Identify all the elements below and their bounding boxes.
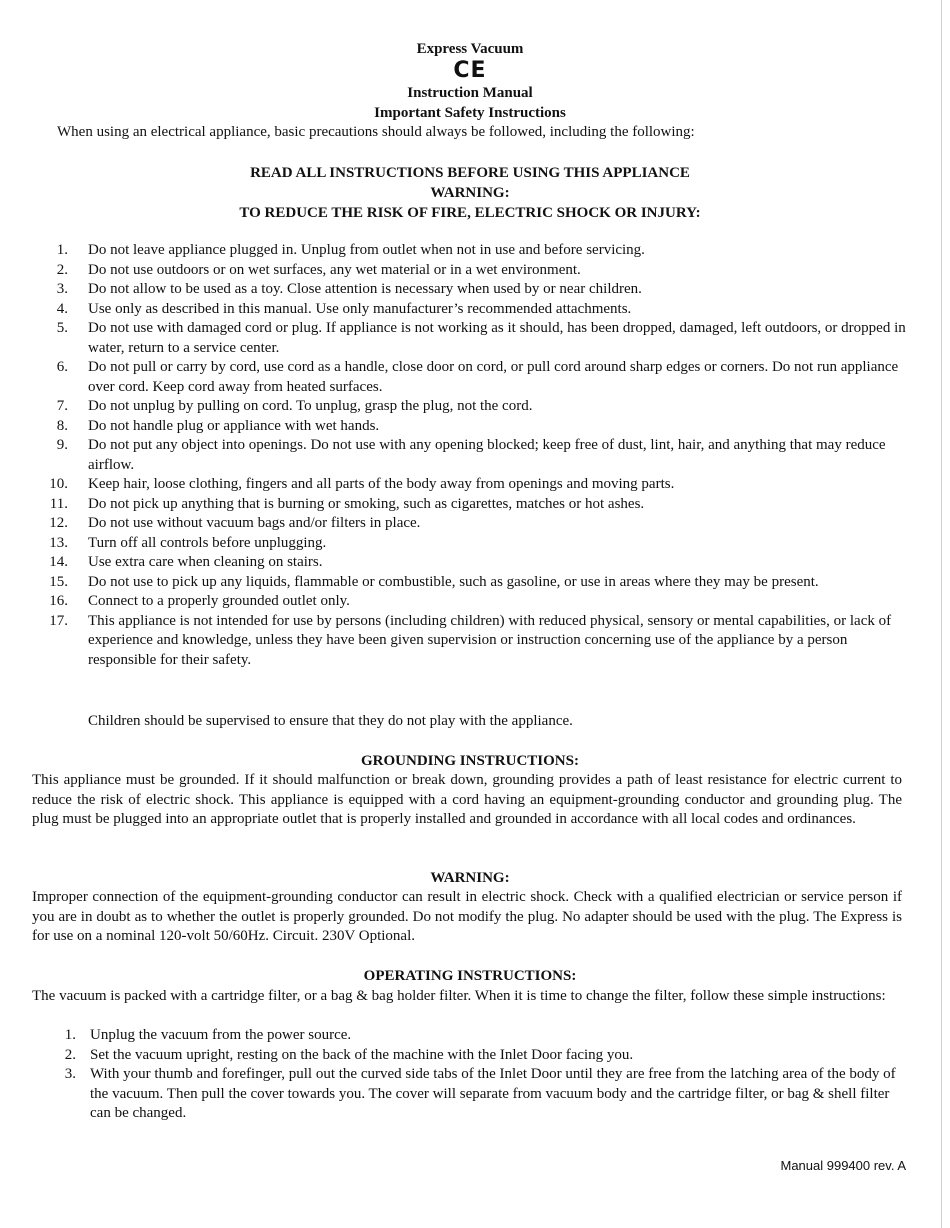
- page-edge-line: [941, 0, 942, 1228]
- list-item-text: Use only as described in this manual. Use only manufacturer’s recommended attachments.: [88, 300, 632, 317]
- list-item-number: 9.: [56, 437, 68, 453]
- list-item-text: With your thumb and forefinger, pull out the curved side tabs of the Inlet Door until they are free from the latching area of the body of the vacuum. Then pull the cover towards you. The cover will separate from vacuum body and the cartridge filter, or bag & shell filter can be changed.: [90, 1066, 896, 1121]
- list-item-text: Unplug the vacuum from the power source.: [90, 1027, 352, 1043]
- safety-list-item: [30, 358, 910, 397]
- list-item-text: This appliance is not intended for use by persons (including children) with reduced physical, sensory or mental capabilities, or lack of experience and knowledge, unless they have been given supervision or instruction concerning use of the appliance by a person responsible for their safety.: [88, 612, 892, 668]
- safety-list: [30, 241, 910, 670]
- list-item-number: 4.: [56, 300, 68, 317]
- document-subtitle: Instruction Manual: [407, 85, 533, 101]
- safety-list-item: [30, 514, 910, 534]
- intro-text: When using an electrical appliance, basic precautions should always be followed, including the following:: [57, 124, 695, 140]
- operating-step-item: [30, 1065, 905, 1124]
- operating-text: The vacuum is packed with a cartridge filter, or a bag & bag holder filter. When it is time to change the filter, follow these simple instructions:: [32, 988, 886, 1004]
- list-item-number: 11.: [49, 495, 68, 512]
- list-item-text: Do not leave appliance plugged in. Unplug from outlet when not in use and before servicing.: [88, 242, 645, 258]
- list-item-number: 17.: [49, 612, 68, 629]
- list-item-number: 13.: [49, 534, 68, 551]
- list-item-number: 5.: [56, 320, 68, 336]
- list-item-text: Do not put any object into openings. Do not use with any opening blocked; keep free of dust, lint, hair, and anything that may reduce airflow.: [88, 437, 886, 473]
- safety-list-item: [30, 319, 910, 358]
- list-item-text: Do not use without vacuum bags and/or filters in place.: [88, 515, 421, 531]
- operating-step-item: [30, 1026, 905, 1046]
- safety-list-item: [30, 261, 910, 281]
- safety-list-item: [30, 612, 910, 671]
- safety-list-item: [30, 553, 910, 573]
- operating-steps-list: [30, 1026, 905, 1124]
- safety-list-item: [30, 573, 910, 593]
- list-item-number: 1.: [56, 242, 68, 258]
- list-item-number: 2.: [64, 1046, 76, 1063]
- footer-manual-number: Manual 999400 rev. A: [780, 1158, 906, 1173]
- list-item-text: Keep hair, loose clothing, fingers and all parts of the body away from openings and moving parts.: [88, 476, 675, 492]
- warning2-heading: WARNING:: [430, 870, 510, 886]
- list-item-number: 3.: [64, 1066, 76, 1082]
- list-item-number: 2.: [56, 261, 68, 278]
- list-item-number: 8.: [56, 417, 68, 434]
- warning2-text: Improper connection of the equipment-grounding conductor can result in electric shock. Check with a qualified electrician or service person if you are in doubt as to whether the outlet is properly grounded. Do not modify the plug. No adapter should be used with the plug. The Express is for use on a nominal 120-volt 50/60Hz. Circuit. 230V Optional.: [32, 889, 902, 944]
- document-title: Express Vacuum: [416, 41, 524, 57]
- grounding-text: This appliance must be grounded. If it should malfunction or break down, grounding provides a path of least resistance for electric current to reduce the risk of electric shock. This appliance is equipped with a cord having an equipment-grounding conductor and grounding plug. The plug must be plugged into an appropriate outlet that is properly installed and grounded in accordance with all local codes and ordinances.: [32, 772, 902, 827]
- list-item-text: Do not unplug by pulling on cord. To unplug, grasp the plug, not the cord.: [88, 398, 533, 414]
- safety-list-item: [30, 436, 910, 475]
- list-item-number: 10.: [49, 476, 68, 492]
- list-item-text: Set the vacuum upright, resting on the back of the machine with the Inlet Door facing you.: [90, 1046, 634, 1063]
- safety-list-item: [30, 475, 910, 495]
- grounding-heading: GROUNDING INSTRUCTIONS:: [361, 753, 579, 769]
- list-item-number: 6.: [56, 359, 68, 375]
- safety-list-item: [30, 241, 910, 261]
- list-item-text: Do not allow to be used as a toy. Close attention is necessary when used by or near children.: [88, 281, 642, 297]
- children-note: Children should be supervised to ensure that they do not play with the appliance.: [88, 713, 573, 729]
- safety-list-item: [30, 495, 910, 515]
- list-item-number: 7.: [56, 398, 68, 414]
- safety-list-item: [30, 300, 910, 320]
- read-instructions-heading: READ ALL INSTRUCTIONS BEFORE USING THIS APPLIANCE: [250, 165, 690, 181]
- list-item-number: 15.: [49, 573, 68, 590]
- list-item-text: Turn off all controls before unplugging.: [88, 534, 327, 551]
- list-item-number: 14.: [49, 554, 68, 570]
- list-item-text: Do not handle plug or appliance with wet hands.: [88, 417, 380, 434]
- safety-list-item: [30, 417, 910, 437]
- list-item-text: Do not use outdoors or on wet surfaces, any wet material or in a wet environment.: [88, 261, 581, 278]
- warning-heading: WARNING:: [430, 185, 510, 201]
- safety-list-item: [30, 592, 910, 612]
- operating-step-item: [30, 1046, 905, 1066]
- safety-instructions-heading: Important Safety Instructions: [374, 105, 566, 121]
- list-item-text: Do not pull or carry by cord, use cord as a handle, close door on cord, or pull cord around sharp edges or corners. Do not run appliance over cord. Keep cord away from heated surfaces.: [88, 359, 899, 395]
- ce-mark-icon: CE: [453, 58, 487, 83]
- warning-block: [0, 163, 940, 223]
- list-item-text: Do not use with damaged cord or plug. If appliance is not working as it should, has been dropped, damaged, left outdoors, or dropped in water, return to a service center.: [88, 320, 906, 356]
- list-item-number: 16.: [49, 593, 68, 609]
- list-item-text: Connect to a properly grounded outlet only.: [88, 593, 350, 609]
- list-item-text: Do not use to pick up any liquids, flammable or combustible, such as gasoline, or use in areas where they may be present.: [88, 573, 819, 590]
- list-item-number: 3.: [56, 281, 68, 297]
- list-item-text: Do not pick up anything that is burning or smoking, such as cigarettes, matches or hot ashes.: [88, 495, 645, 512]
- list-item-number: 1.: [64, 1027, 76, 1043]
- list-item-text: Use extra care when cleaning on stairs.: [88, 554, 323, 570]
- operating-heading: OPERATING INSTRUCTIONS:: [363, 968, 577, 984]
- safety-list-item: [30, 397, 910, 417]
- safety-list-item: [30, 280, 910, 300]
- list-item-number: 12.: [49, 515, 68, 531]
- safety-list-item: [30, 534, 910, 554]
- reduce-risk-heading: TO REDUCE THE RISK OF FIRE, ELECTRIC SHOCK OR INJURY:: [239, 205, 701, 221]
